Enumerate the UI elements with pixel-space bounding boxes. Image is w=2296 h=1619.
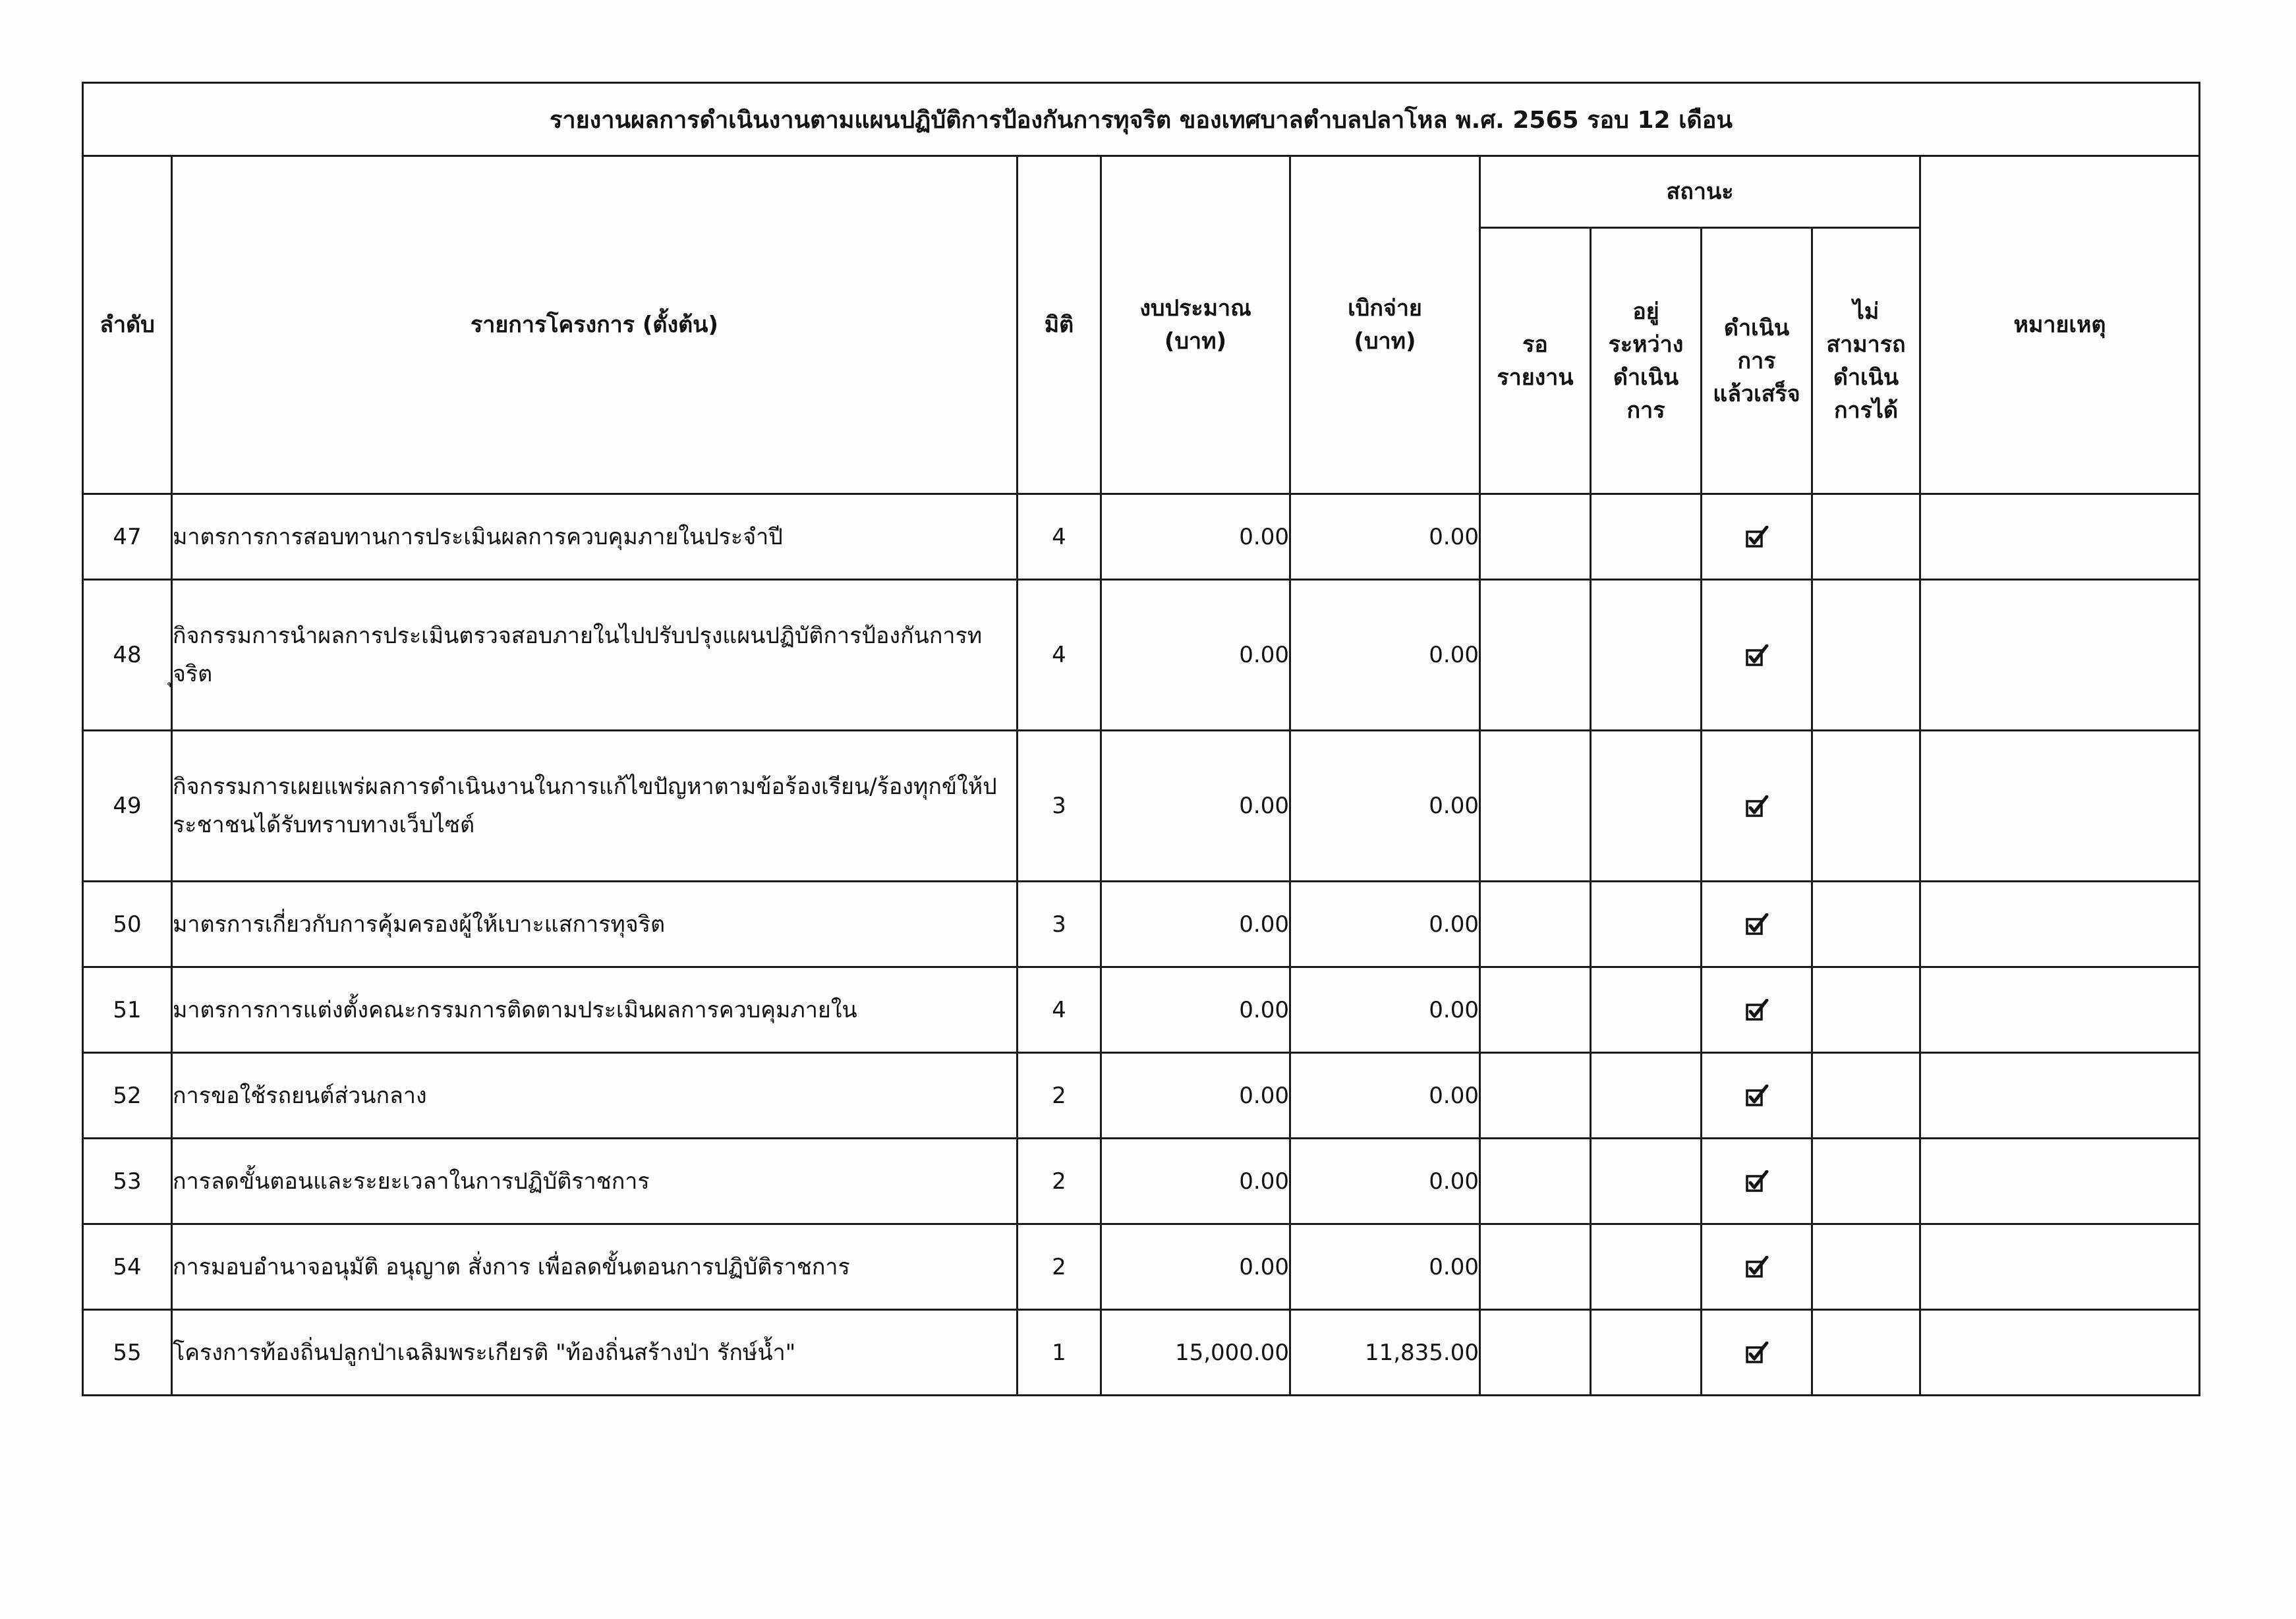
row-status-wait [1480,494,1591,580]
header-budget-line2: (บาท) [1164,328,1227,355]
row-remarks [1920,1053,2200,1139]
row-project [172,580,1018,731]
row-status-done [1702,1224,1812,1310]
row-remarks [1920,494,2200,580]
row-spent: 0.00 [1290,494,1480,580]
row-status-unable [1812,1224,1920,1310]
row-status-unable [1812,494,1920,580]
header-status-progress-line1: อยู่ [1632,298,1659,325]
row-dimension: 4 [1018,494,1101,580]
row-status-in-progress [1591,1224,1702,1310]
header-status-unable-line2: สามารถ [1826,331,1906,358]
header-spent-line2: (บาท) [1354,328,1416,355]
header-remarks: หมายเหตุ [1920,156,2200,494]
row-order: 52 [83,1053,172,1139]
header-status: สถานะ [1480,156,1920,228]
row-status-wait [1480,1139,1591,1224]
row-project-line1: มาตรการเกี่ยวกับการคุ้มครองผู้ให้เบาะแสการทุจริต [173,911,666,938]
row-status-wait [1480,1053,1591,1139]
title-row [83,83,2200,156]
table-row [83,967,2200,1053]
row-dimension: 4 [1018,967,1101,1053]
row-project [172,1139,1018,1224]
row-project-line1: กิจกรรมการนำผลการประเมินตรวจสอบภายในไปปรับปรุงแผนปฏิบัติการป้องกันการท [173,623,983,649]
header-spent-line1: เบิกจ่าย [1348,295,1422,322]
row-budget: 0.00 [1101,1139,1290,1224]
row-spent: 0.00 [1290,967,1480,1053]
header-status-done-line2: การ [1737,347,1776,374]
row-project [172,731,1018,882]
row-status-unable [1812,1139,1920,1224]
header-dimension: มิติ [1018,156,1101,494]
row-status-done [1702,580,1812,731]
row-remarks [1920,1139,2200,1224]
row-project [172,882,1018,967]
row-project-line1: กิจกรรมการเผยแพร่ผลการดำเนินงานในการแก้ไขปัญหาตามข้อร้องเรียน/ร้องทุกข์ให้ป [173,774,997,800]
row-status-done [1702,882,1812,967]
header-row-1 [83,156,2200,228]
header-project: รายการโครงการ (ตั้งต้น) [172,156,1018,494]
row-dimension: 1 [1018,1310,1101,1396]
header-budget-line1: งบประมาณ [1139,295,1251,322]
checkbox-checked-icon [1745,1342,1769,1365]
header-status-done-line1: ดำเนิน [1723,314,1790,341]
row-status-in-progress [1591,1310,1702,1396]
row-status-wait [1480,1310,1591,1396]
checkbox-checked-icon [1745,795,1769,819]
row-budget: 0.00 [1101,731,1290,882]
row-status-wait [1480,967,1591,1053]
row-dimension: 2 [1018,1224,1101,1310]
row-status-wait [1480,731,1591,882]
row-spent: 0.00 [1290,731,1480,882]
header-status-unable-line1: ไม่ [1852,298,1880,325]
row-order: 47 [83,494,172,580]
checkbox-checked-icon [1745,1170,1769,1194]
row-remarks [1920,1310,2200,1396]
row-project [172,1310,1018,1396]
checkbox-checked-icon [1745,644,1769,668]
row-status-done [1702,1053,1812,1139]
row-remarks [1920,1224,2200,1310]
row-order: 49 [83,731,172,882]
row-project-line2: ุจริต [173,661,213,687]
header-status-unable-line3: ดำเนิน [1833,364,1899,391]
row-project-line1: มาตรการการสอบทานการประเมินผลการควบคุมภายในประจำปี [173,523,783,550]
table-row [83,580,2200,731]
row-status-done [1702,731,1812,882]
row-status-wait [1480,1224,1591,1310]
header-status-progress-line4: การ [1626,397,1665,424]
row-status-unable [1812,1310,1920,1396]
header-status-progress-line3: ดำเนิน [1613,364,1679,391]
row-project-line2: ระชาชนได้รับทราบทางเว็บไซต์ [173,812,475,838]
row-status-in-progress [1591,967,1702,1053]
row-order: 54 [83,1224,172,1310]
header-status-done-line3: แล้วเสร็จ [1713,380,1800,407]
row-remarks [1920,967,2200,1053]
header-order: ลำดับ [83,156,172,494]
row-spent: 11,835.00 [1290,1310,1480,1396]
row-budget: 0.00 [1101,882,1290,967]
header-status-wait-line1: รอ [1522,331,1548,358]
row-status-unable [1812,1053,1920,1139]
row-status-done [1702,494,1812,580]
row-order: 51 [83,967,172,1053]
row-remarks [1920,731,2200,882]
checkbox-checked-icon [1745,1085,1769,1108]
row-status-unable [1812,580,1920,731]
row-spent: 0.00 [1290,882,1480,967]
row-project [172,967,1018,1053]
header-status-unable [1812,228,1920,494]
row-spent: 0.00 [1290,1139,1480,1224]
row-project-line1: มาตรการการแต่งตั้งคณะกรรมการติดตามประเมินผลการควบคุมภายใน [173,996,857,1023]
table-row [83,1139,2200,1224]
row-spent: 0.00 [1290,1053,1480,1139]
row-status-in-progress [1591,882,1702,967]
row-status-unable [1812,967,1920,1053]
table-row [83,494,2200,580]
table-row [83,1224,2200,1310]
row-budget: 0.00 [1101,494,1290,580]
row-status-unable [1812,731,1920,882]
row-order: 55 [83,1310,172,1396]
checkbox-checked-icon [1745,999,1769,1023]
row-status-wait [1480,580,1591,731]
row-status-in-progress [1591,1139,1702,1224]
row-status-in-progress [1591,1053,1702,1139]
row-spent: 0.00 [1290,1224,1480,1310]
row-status-in-progress [1591,580,1702,731]
header-status-done [1702,228,1812,494]
row-project [172,1053,1018,1139]
row-status-in-progress [1591,494,1702,580]
row-status-done [1702,1310,1812,1396]
header-status-progress-line2: ระหว่าง [1608,331,1684,358]
header-spent [1290,156,1480,494]
row-project [172,1224,1018,1310]
checkbox-checked-icon [1745,913,1769,937]
table-row [83,1053,2200,1139]
row-budget: 15,000.00 [1101,1310,1290,1396]
table-row [83,731,2200,882]
header-budget [1101,156,1290,494]
row-status-wait [1480,882,1591,967]
row-project-line1: การมอบอำนาจอนุมัติ อนุญาต สั่งการ เพื่อลดขั้นตอนการปฏิบัติราชการ [173,1253,850,1280]
row-budget: 0.00 [1101,1053,1290,1139]
report-table [82,82,2200,1396]
row-budget: 0.00 [1101,1224,1290,1310]
row-status-in-progress [1591,731,1702,882]
row-spent: 0.00 [1290,580,1480,731]
header-status-wait [1480,228,1591,494]
row-budget: 0.00 [1101,580,1290,731]
checkbox-checked-icon [1745,526,1769,550]
row-remarks [1920,882,2200,967]
row-order: 48 [83,580,172,731]
row-budget: 0.00 [1101,967,1290,1053]
row-dimension: 3 [1018,882,1101,967]
row-status-unable [1812,882,1920,967]
header-status-wait-line2: รายงาน [1497,364,1574,391]
report-title: รายงานผลการดำเนินงานตามแผนปฏิบัติการป้องกันการทุจริต ของเทศบาลตำบลปลาโหล พ.ศ. 2565 รอบ 12 เดือน [83,83,2200,156]
row-dimension: 2 [1018,1053,1101,1139]
checkbox-checked-icon [1745,1256,1769,1280]
row-project-line1: โครงการท้องถิ่นปลูกป่าเฉลิมพระเกียรติ "ท้องถิ่นสร้างป่า รักษ์น้ำ" [173,1339,796,1366]
header-status-in-progress [1591,228,1702,494]
row-dimension: 3 [1018,731,1101,882]
row-dimension: 2 [1018,1139,1101,1224]
row-status-done [1702,1139,1812,1224]
row-project-line1: การลดขั้นตอนและระยะเวลาในการปฏิบัติราชการ [173,1168,650,1195]
row-dimension: 4 [1018,580,1101,731]
row-project-line1: การขอใช้รถยนต์ส่วนกลาง [173,1082,427,1109]
table-row [83,882,2200,967]
row-project [172,494,1018,580]
table-row [83,1310,2200,1396]
header-status-unable-line4: การได้ [1833,397,1899,424]
row-status-done [1702,967,1812,1053]
row-order: 53 [83,1139,172,1224]
row-remarks [1920,580,2200,731]
row-order: 50 [83,882,172,967]
